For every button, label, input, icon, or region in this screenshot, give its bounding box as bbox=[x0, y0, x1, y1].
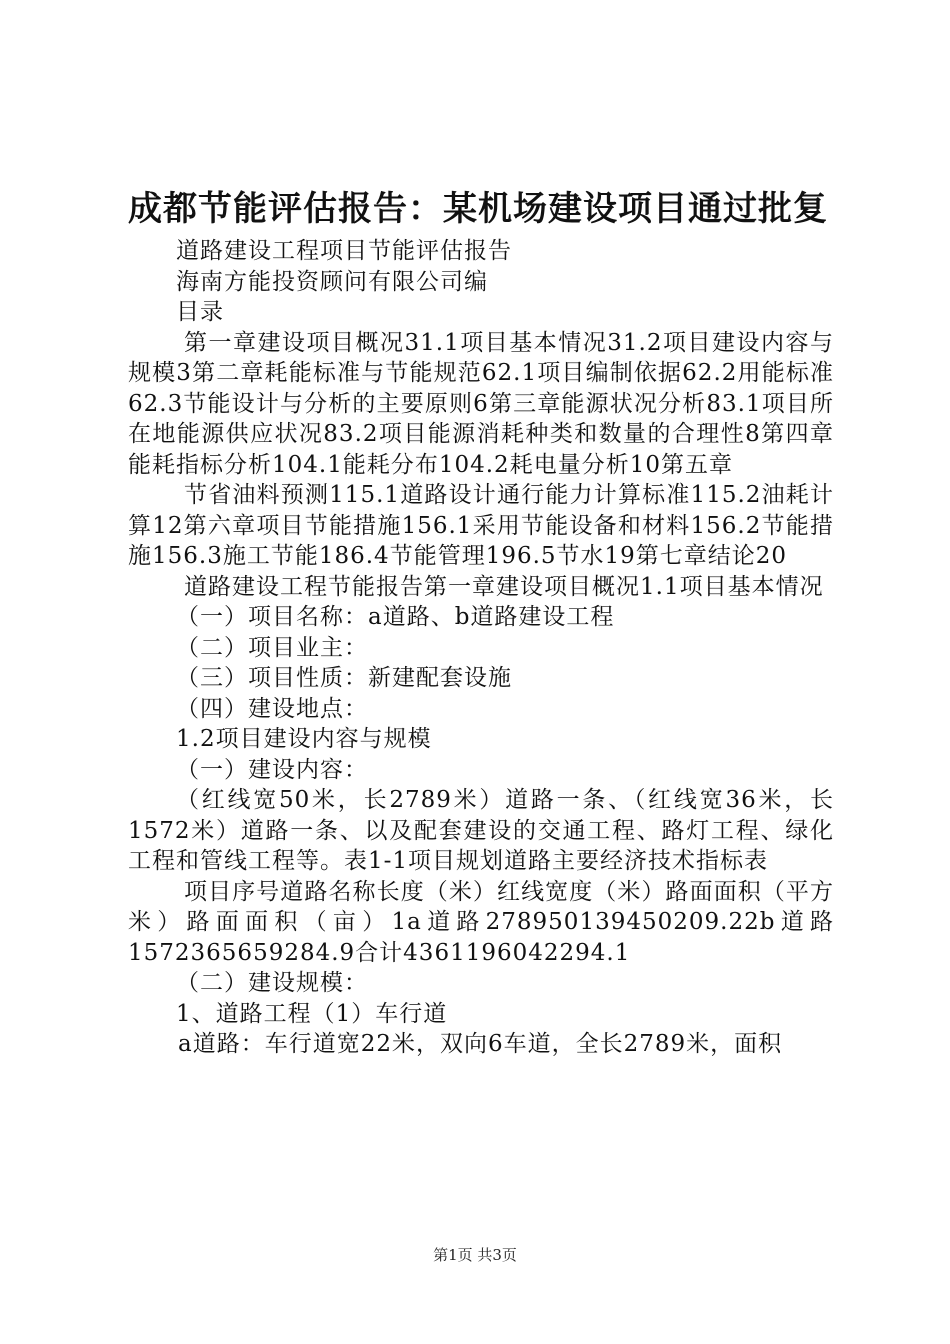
page-footer: 第1页 共3页 bbox=[433, 1246, 517, 1264]
project-nature-line: （三）项目性质：新建配套设施 bbox=[176, 665, 512, 691]
author-line: 海南方能投资顾问有限公司编 bbox=[176, 268, 488, 295]
document-body bbox=[128, 236, 834, 1060]
project-owner-line: （二）项目业主： bbox=[176, 634, 368, 661]
construction-content-heading: （一）建设内容： bbox=[176, 756, 368, 783]
road-works-heading: 1、道路工程（1）车行道 bbox=[176, 1000, 448, 1027]
project-name-line: （一）项目名称：a道路、b道路建设工程 bbox=[176, 604, 615, 630]
indicator-table-text: 项目序号道路名称长度（米）红线宽度（米）路面面积（平方米）路面面积（亩）1a道路278950139450209.22b道路1572365659284.9合计4361196042294.1 bbox=[128, 878, 834, 966]
toc-paragraph-2: 节省油料预测115.1道路设计通行能力计算标准115.2油耗计算12第六章项目节能措施156.1采用节能设备和材料156.2节能措施156.3施工节能186.4节能管理196.5节水19第七章结论20 bbox=[128, 482, 834, 569]
construction-scale-heading: （二）建设规模： bbox=[176, 970, 368, 996]
section-1-2-heading: 1.2项目建设内容与规模 bbox=[176, 726, 432, 752]
toc-heading: 目录 bbox=[176, 299, 224, 325]
toc-paragraph-1: 第一章建设项目概况31.1项目基本情况31.2项目建设内容与规模3第二章耗能标准与节能规范62.1项目编制依据62.2用能标准62.3节能设计与分析的主要原则6第三章能源状况分析83.1项目所在地能源供应状况83.2项目能源消耗种类和数量的合理性8第四章能耗指标分析104.1能耗分布104.2耗电量分析10第五章 bbox=[128, 329, 834, 478]
project-location-line: （四）建设地点： bbox=[176, 695, 368, 722]
construction-content-paragraph: （红线宽50米，长2789米）道路一条、（红线宽36米，长1572米）道路一条、以及配套建设的交通工程、路灯工程、绿化工程和管线工程等。表1-1项目规划道路主要经济技术指标表 bbox=[128, 787, 834, 874]
document-title: 成都节能评估报告：某机场建设项目通过批复 bbox=[128, 189, 828, 229]
road-a-paragraph: a道路：车行道宽22米，双向6车道，全长2789米，面积 bbox=[178, 1031, 783, 1057]
report-subtitle: 道路建设工程项目节能评估报告 bbox=[176, 238, 512, 264]
chapter-one-heading: 道路建设工程节能报告第一章建设项目概况1.1项目基本情况 bbox=[184, 573, 824, 600]
